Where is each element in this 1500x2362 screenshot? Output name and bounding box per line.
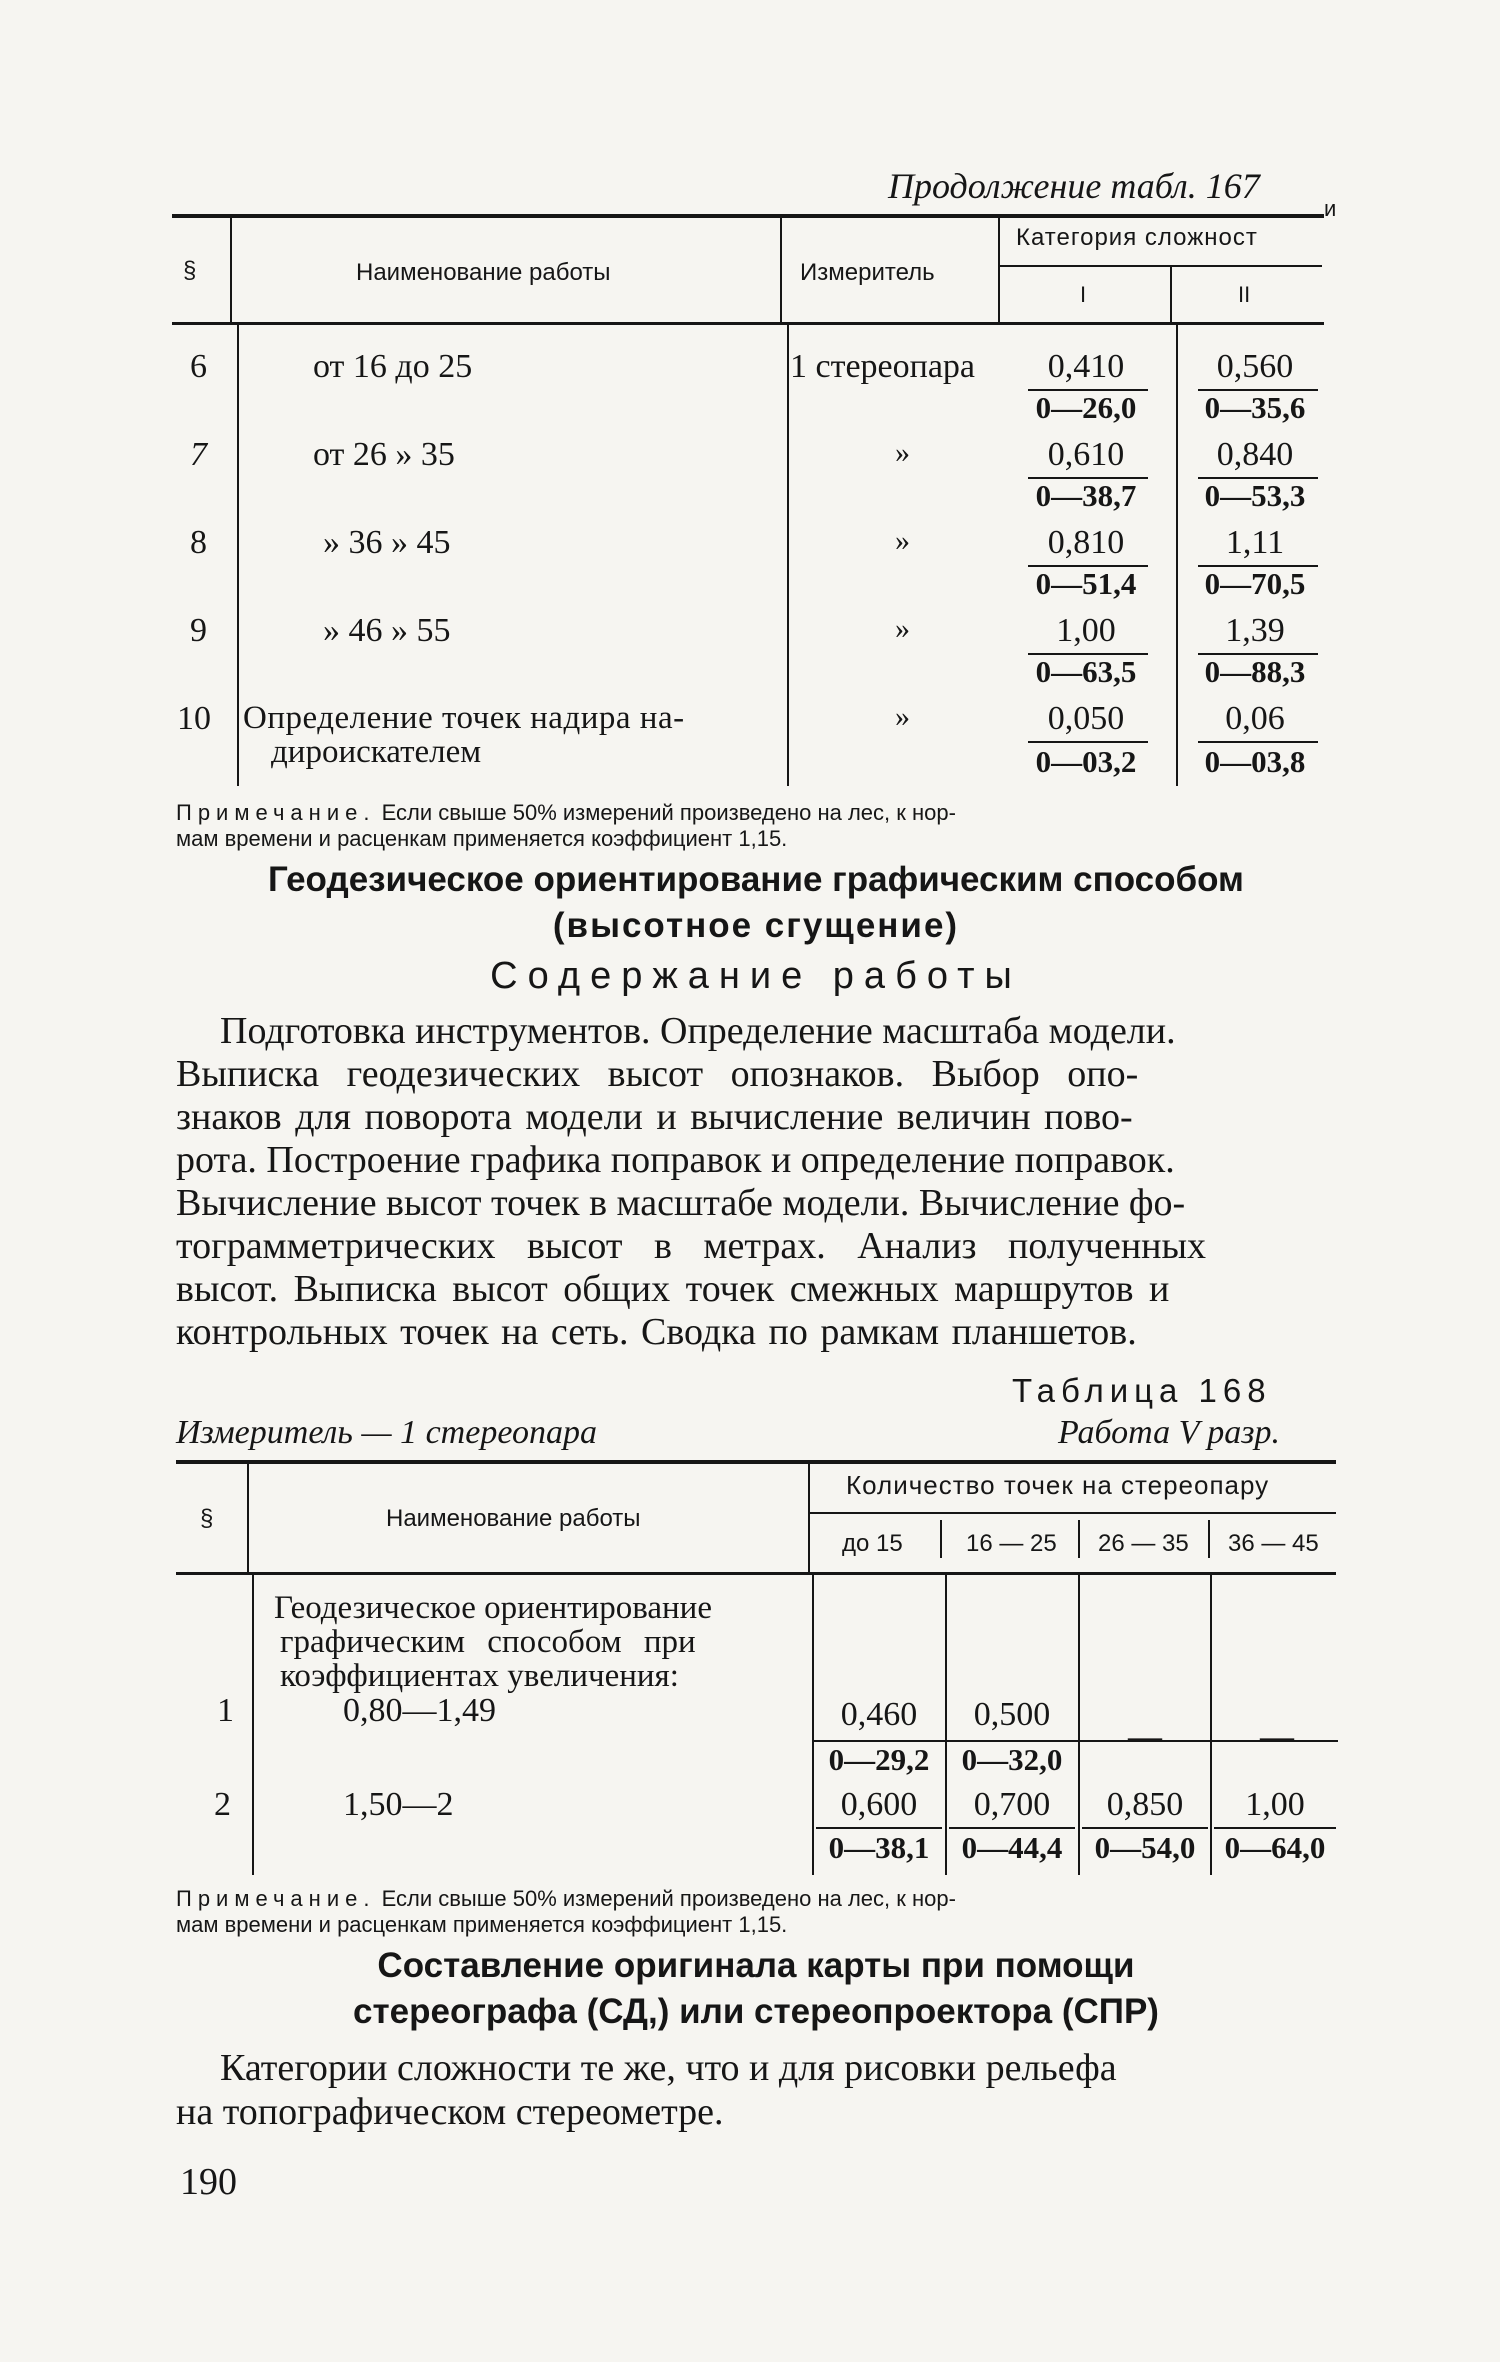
body-line: контрольных точек на сеть. Сводка по рамкам планшетов. (176, 1311, 1137, 1353)
note-text: Если свыше 50% измерений произведено на лес, к нор- (381, 1886, 956, 1911)
rate-value: 0,460 (840, 1696, 918, 1733)
row-number: 9 (190, 612, 207, 649)
rate-range: 0—63,5 (1035, 654, 1137, 689)
row-name: от 26 » 35 (313, 436, 455, 473)
note-text: Если свыше 50% измерений произведено на лес, к нор- (381, 800, 956, 825)
rate-range: 0—03,8 (1204, 744, 1306, 779)
note-text-cont: мам времени и расценкам применяется коэффициент 1,15. (176, 826, 788, 851)
rate-range: 0—54,0 (1094, 1830, 1196, 1865)
col-header-upto15: до 15 (842, 1530, 903, 1557)
body-line: знаков для поворота модели и вычисление величин пово- (176, 1096, 1133, 1138)
rate-range: 0—29,2 (828, 1742, 930, 1777)
row-number: 6 (190, 348, 207, 385)
body-line: Вычисление высот точек в масштабе модели. Вычисление фо- (176, 1182, 1186, 1224)
table-top-rule (176, 1460, 1336, 1464)
vrule (998, 218, 1000, 322)
empty-cell-dash: — (1260, 1718, 1294, 1755)
rate-range: 0—26,0 (1035, 390, 1137, 425)
rate-value: 1,11 (1225, 524, 1285, 561)
vrule (780, 218, 782, 322)
table-head-rule (176, 1572, 1336, 1575)
rate-range: 0—35,6 (1204, 390, 1306, 425)
row-name: 0,80—1,49 (343, 1692, 496, 1729)
row-name-cont: дироискателем (271, 734, 482, 770)
table-top-rule (172, 214, 1324, 218)
work-description-cont: коэффициентах увеличения: (280, 1658, 679, 1694)
fraction-bar (1082, 1827, 1208, 1829)
fraction-bar (1214, 1827, 1336, 1829)
section-body (176, 1010, 1336, 1354)
row-name: от 16 до 25 (313, 348, 473, 385)
rate-value: 0,600 (840, 1786, 918, 1823)
vrule (1078, 1520, 1080, 1558)
section-subheading: Содержание работы (490, 955, 1022, 997)
row-number: 7 (190, 436, 207, 473)
fraction-bar (1028, 741, 1148, 743)
row-number: 2 (214, 1786, 231, 1823)
body-line: Подготовка инструментов. Определение масштаба модели. (220, 1010, 1176, 1052)
rate-value: 0,500 (973, 1696, 1051, 1733)
section-body: Категории сложности те же, что и для рисовки рельефа (220, 2047, 1117, 2089)
col-header-section: § (200, 1505, 214, 1532)
table-note (176, 800, 1336, 852)
col-header-name: Наименование работы (386, 1505, 641, 1532)
section-body-cont: на топографическом стереометре. (176, 2091, 724, 2133)
work-description: Геодезическое ориентирование (274, 1590, 712, 1626)
col-header-cat1: I (1080, 282, 1087, 307)
table-work-grade: Работа V разр. (1058, 1414, 1281, 1451)
body-line: Выписка геодезических высот опознаков. Выбор опо- (176, 1053, 1139, 1095)
rate-value: 1,00 (1245, 1786, 1305, 1823)
row-number: 8 (190, 524, 207, 561)
vrule (252, 1575, 254, 1875)
rate-range: 0—44,4 (961, 1830, 1063, 1865)
rate-value: 0,810 (1047, 524, 1125, 561)
section-heading: Составление оригинала карты при помощи (377, 1946, 1135, 1985)
col-header-section: § (183, 257, 197, 284)
row-name: 1,50—2 (343, 1786, 454, 1823)
rate-value: 0,050 (1047, 700, 1125, 737)
fraction-bar (1198, 741, 1318, 743)
fraction-bar (816, 1827, 942, 1829)
body-line: тограмметрических высот в метрах. Анализ полученных (176, 1225, 1207, 1267)
col-header-group: Количество точек на стереопару (846, 1470, 1270, 1500)
vrule (808, 1464, 810, 1572)
note-label: Примечание. (176, 800, 376, 825)
rate-range: 0—53,3 (1204, 478, 1306, 513)
vrule (1208, 1520, 1210, 1558)
body-line: высот. Выписка высот общих точек смежных маршрутов и (176, 1268, 1170, 1310)
rate-value: 0,560 (1216, 348, 1294, 385)
row-unit: » (895, 436, 910, 469)
row-number: 1 (217, 1692, 234, 1729)
group-rule (810, 1512, 1336, 1514)
rate-range: 0—51,4 (1035, 566, 1137, 601)
body-line: рота. Построение графика поправок и определение поправок. (176, 1139, 1175, 1181)
note-label: Примечание. (176, 1886, 376, 1911)
empty-cell-dash: — (1128, 1718, 1162, 1755)
page-number: 190 (180, 2161, 237, 2203)
col-header-unit: Измеритель (800, 259, 935, 286)
header-fragment: и (1324, 196, 1337, 221)
section-heading-cont: стереографа (СД,) или стереопроектора (СПР) (353, 1992, 1159, 2031)
col-header-name: Наименование работы (356, 259, 611, 286)
col-header-36-45: 36 — 45 (1228, 1530, 1319, 1557)
table-label: Таблица 168 (1012, 1372, 1272, 1409)
row-name: » 46 » 55 (323, 612, 451, 649)
row-unit: » (895, 700, 910, 733)
rate-value: 0,610 (1047, 436, 1125, 473)
table-caption: Продолжение табл. 167 (888, 166, 1260, 206)
table-head-rule (172, 322, 1324, 325)
rate-range: 0—03,2 (1035, 744, 1137, 779)
rate-range: 0—88,3 (1204, 654, 1306, 689)
section-heading-cont: (высотное сгущение) (552, 906, 960, 945)
rate-range: 0—64,0 (1224, 1830, 1326, 1865)
col-header-category: Категория сложност (1016, 224, 1258, 251)
row-number: 10 (177, 700, 211, 737)
vrule (1170, 265, 1172, 322)
rate-value: 0,700 (973, 1786, 1051, 1823)
fraction-bar (949, 1827, 1075, 1829)
col-header-16-25: 16 — 25 (966, 1530, 1057, 1557)
vrule (237, 325, 239, 786)
section-heading: Геодезическое ориентирование графическим способом (268, 860, 1244, 899)
col-header-26-35: 26 — 35 (1098, 1530, 1189, 1557)
work-description-cont: графическим способом при (280, 1624, 696, 1660)
category-rule (1000, 265, 1322, 267)
rate-range: 0—38,1 (828, 1830, 930, 1865)
vrule (787, 325, 789, 786)
rate-value: 0,410 (1047, 348, 1125, 385)
note-text-cont: мам времени и расценкам применяется коэффициент 1,15. (176, 1912, 788, 1937)
rate-range: 0—70,5 (1204, 566, 1306, 601)
row-name: Определение точек надира на- (243, 700, 685, 736)
table-meter: Измеритель — 1 стереопара (176, 1414, 597, 1451)
rate-range: 0—38,7 (1035, 478, 1137, 513)
vrule (230, 218, 232, 322)
row-name: » 36 » 45 (323, 524, 451, 561)
col-header-cat2: II (1238, 282, 1251, 307)
rate-value: 1,39 (1225, 612, 1285, 649)
table-note (176, 1886, 1336, 1938)
row-unit: » (895, 612, 910, 645)
vrule (247, 1464, 249, 1572)
vrule (1176, 325, 1178, 786)
rate-value: 0,850 (1106, 1786, 1184, 1823)
row-unit: 1 стереопара (790, 348, 976, 385)
rate-range: 0—32,0 (961, 1742, 1063, 1777)
rate-value: 0,06 (1225, 700, 1285, 737)
rate-value: 1,00 (1056, 612, 1116, 649)
row-unit: » (895, 524, 910, 557)
vrule (940, 1520, 942, 1558)
rate-value: 0,840 (1216, 436, 1294, 473)
